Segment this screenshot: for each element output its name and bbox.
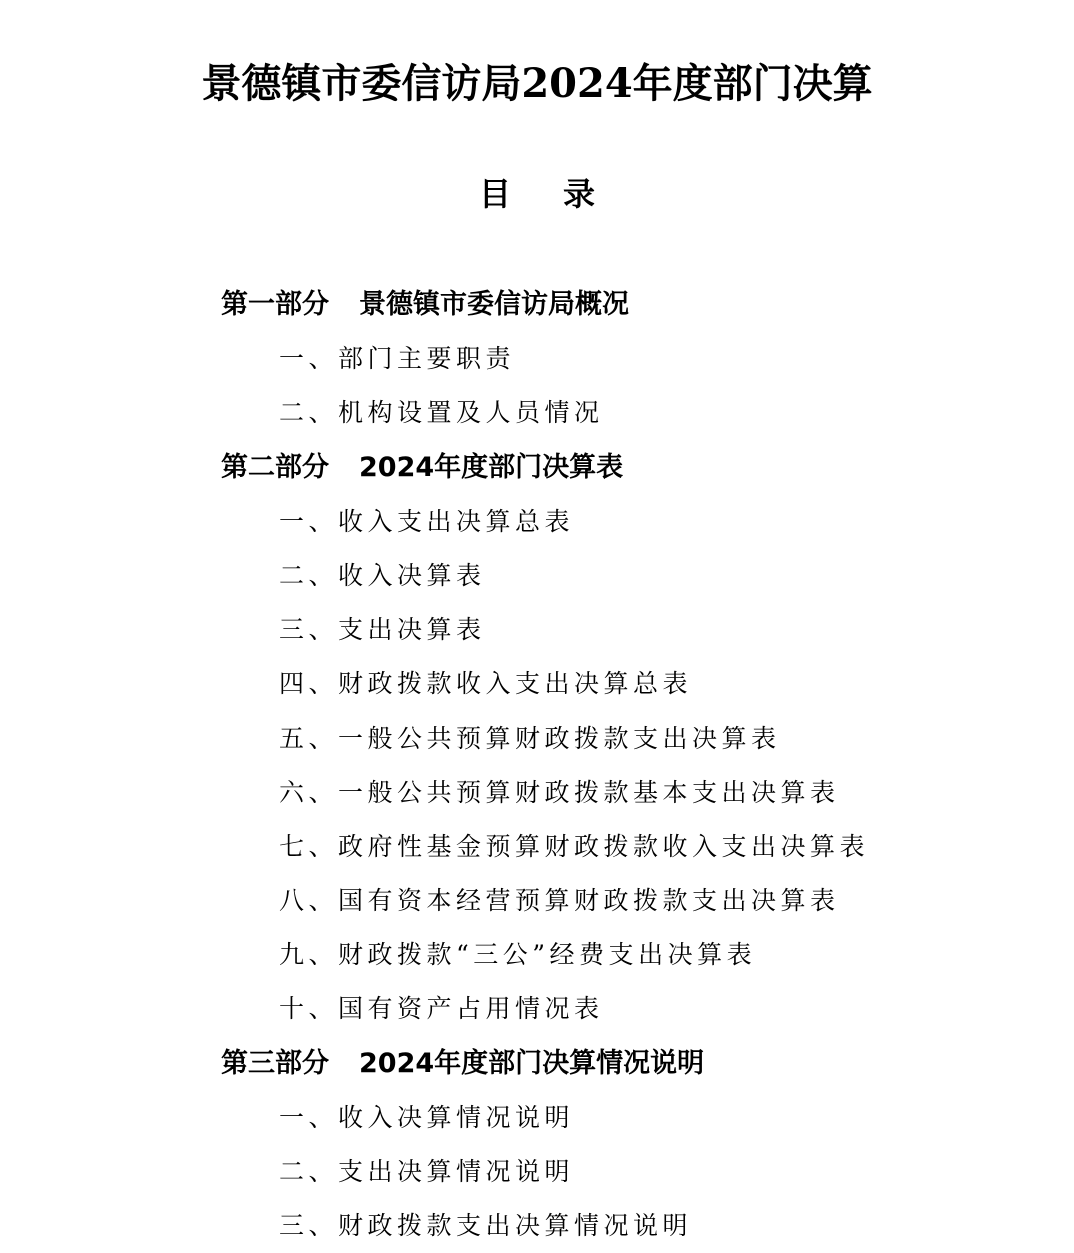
toc-part-label: 第一部分 — [221, 289, 329, 320]
toc-item[interactable]: 七、政府性基金预算财政拨款收入支出决算表 — [279, 831, 870, 861]
toc-part-title: 景德镇市委信访局概况 — [359, 289, 629, 320]
toc-part-label: 第三部分 — [221, 1047, 329, 1079]
toc-item[interactable]: 二、收入决算表 — [279, 560, 486, 590]
document-title: 景德镇市委信访局2024年度部门决算 — [201, 60, 873, 107]
toc-item[interactable]: 三、支出决算表 — [279, 615, 486, 645]
toc-item[interactable]: 二、机构设置及人员情况 — [279, 398, 604, 428]
toc-item[interactable]: 八、国有资本经营预算财政拨款支出决算表 — [279, 886, 840, 916]
toc-item[interactable]: 六、一般公共预算财政拨款基本支出决算表 — [279, 777, 840, 807]
toc-part-1[interactable] — [0, 278, 1074, 332]
toc-heading: 目录 — [478, 175, 647, 213]
toc-item[interactable]: 十、国有资产占用情况表 — [279, 994, 604, 1024]
toc-part-label: 第二部分 — [221, 451, 329, 483]
toc-part-3[interactable] — [0, 1037, 1074, 1091]
toc-item[interactable]: 九、财政拨款“三公”经费支出决算表 — [279, 940, 757, 970]
toc-item[interactable]: 二、支出决算情况说明 — [279, 1157, 575, 1186]
toc-part-title: 2024年度部门决算表 — [359, 451, 624, 483]
toc-item[interactable]: 一、收入决算情况说明 — [279, 1102, 575, 1132]
toc-part-2[interactable] — [0, 441, 1074, 495]
toc-part-title: 2024年度部门决算情况说明 — [359, 1047, 705, 1079]
table-of-contents — [0, 278, 1074, 1253]
toc-item[interactable]: 三、财政拨款支出决算情况说明 — [279, 1211, 693, 1241]
toc-item[interactable]: 五、一般公共预算财政拨款支出决算表 — [279, 723, 781, 753]
toc-item[interactable]: 一、部门主要职责 — [279, 344, 516, 374]
toc-item[interactable]: 四、财政拨款收入支出决算总表 — [279, 669, 693, 699]
toc-item[interactable]: 一、收入支出决算总表 — [279, 506, 575, 536]
